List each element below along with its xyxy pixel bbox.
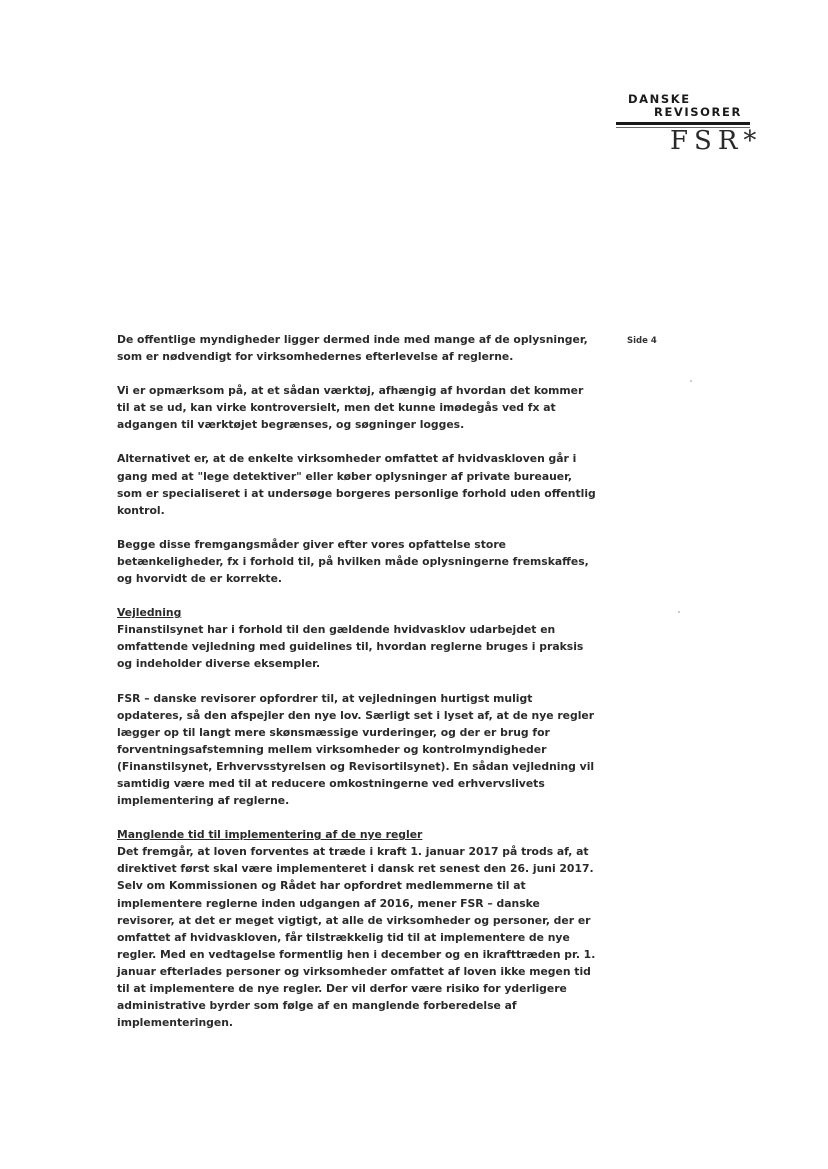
page-number: Side 4 — [627, 336, 657, 346]
paragraph-2: Vi er opmærksom på, at et sådan værktøj, afhængig af hvordan det kommer til at se ud, kan virke kontroversielt, men det kunne imødegås ved fx at adgangen til værktøjet begrænses, og søgninger logges. — [117, 384, 584, 432]
scan-speck — [690, 380, 692, 382]
scan-speck — [678, 611, 680, 613]
paragraph-3: Alternativet er, at de enkelte virksomheder omfattet af hvidvaskloven går i gang med at "lege detektiver" eller køber oplysninger af private bureauer, som er specialiseret i at undersøge borgeres personlige forhold uden offentlig kontrol. — [117, 452, 596, 517]
logo-line-revisorer: REVISORER — [654, 105, 742, 119]
letter-body — [117, 331, 597, 1031]
section-implementering-body: Det fremgår, at loven forventes at træde i kraft 1. januar 2017 på trods af, at direktivet først skal være implementeret i dansk ret senest den 26. juni 2017. Selv om Kommissionen og Rådet har opfordret medlemmerne til at implementere reglerne inden udgangen af 2016, mener FSR – danske revisorer, at det er meget vigtigt, at alle de virksomheder og personer, der er omfattet af hvidvaskloven, får tilstrækkelig tid til at implementere de nye regler. Med en vedtagelse formentlig hen i december og en ikrafttræden pr. 1. januar efterlades personer og virksomheder omfattet af loven ikke megen tid til at implementere de nye regler. Der vil derfor være risiko for yderligere administrative byrder som følge af en manglende forberedelse af implementeringen. — [117, 845, 596, 1030]
logo-rule — [616, 122, 750, 125]
section-vejledning-body-2: FSR – danske revisorer opfordrer til, at vejledningen hurtigst muligt opdateres, så den afspejler den nye lov. Særligt set i lyset af, at de nye regler lægger op til langt mere skønsmæssige vurderinger, og der er brug for forventningsafstemning mellem virksomheder og kontrolmyndigheder (Finanstilsynet, Erhvervsstyrelsen og Revisortilsynet). En sådan vejledning vil samtidig være med til at reducere omkostningerne ved erhvervslivets implementering af reglerne. — [117, 691, 595, 808]
paragraph-1: De offentlige myndigheder ligger dermed inde med mange af de oplysninger, som er nødvendigt for virksomhedernes efterlevelse af reglerne. — [117, 333, 588, 364]
logo-line-danske: DANSKE — [628, 92, 691, 106]
fsr-logo — [614, 92, 763, 156]
section-heading-implementering: Manglende tid til implementering af de nye regler — [117, 828, 423, 842]
paragraph-4: Begge disse fremgangsmåder giver efter vores opfattelse store betænkeligheder, fx i forhold til, på hvilken måde oplysningerne fremskaffes, og hvorvidt de er korrekte. — [117, 537, 589, 586]
section-vejledning-body: Finanstilsynet har i forhold til den gældende hvidvasklov udarbejdet en omfattende vejledning med guidelines til, hvordan reglerne bruges i praksis og indeholder diverse eksempler. — [117, 623, 584, 671]
logo-fsr-mark: FSR* — [670, 126, 763, 156]
section-heading-vejledning: Vejledning — [117, 606, 182, 620]
